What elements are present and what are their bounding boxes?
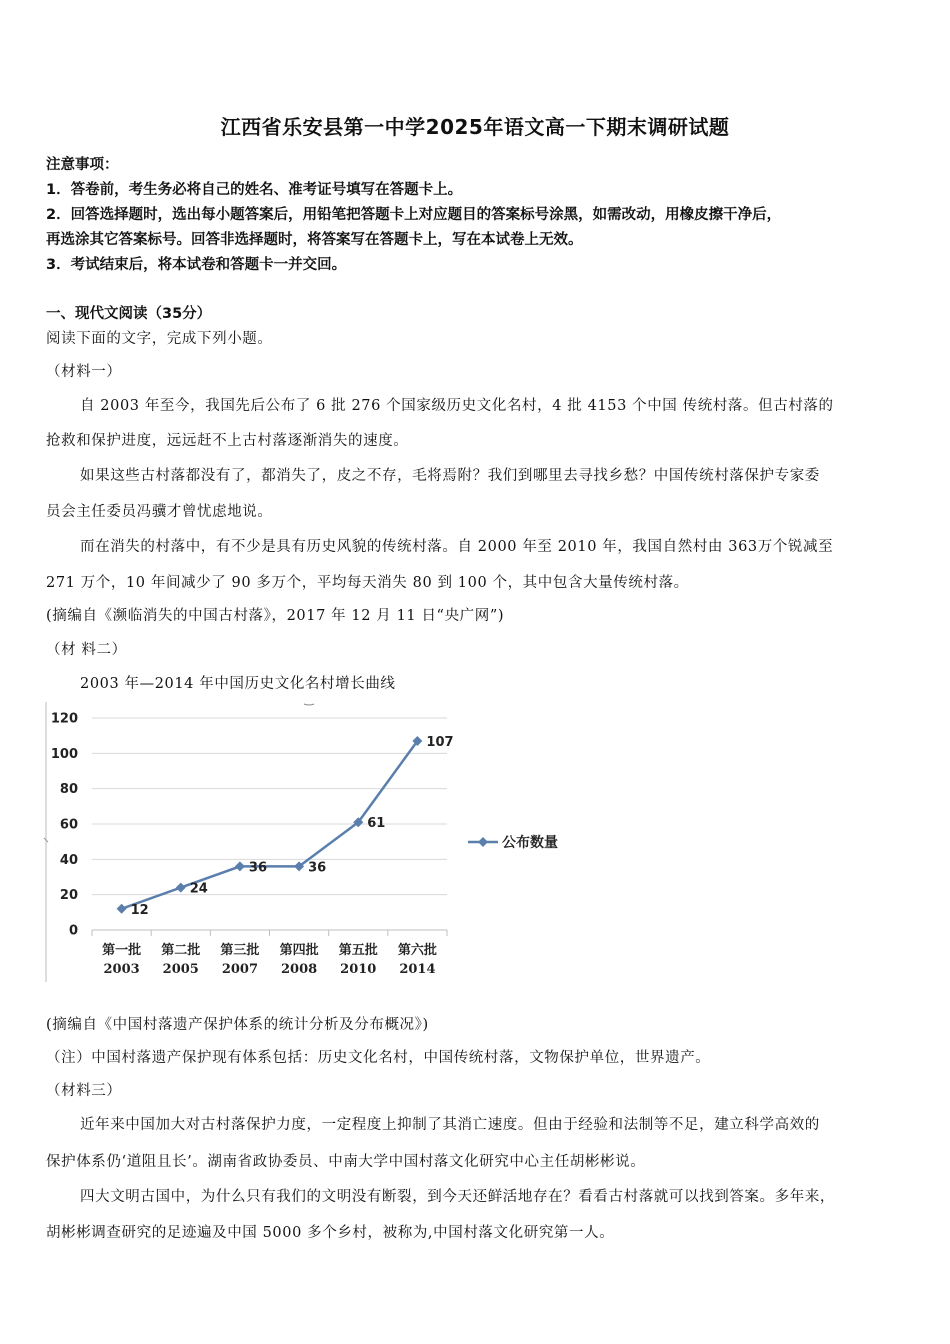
material1-label: （材料一） [46, 364, 122, 380]
notice-item: 3．考试结束后，将本试卷和答题卡一并交回。 [46, 257, 347, 273]
x-tick-label: 第四批 [279, 943, 319, 958]
x-tick-label: 第五批 [338, 943, 378, 958]
x-tick-label: 2007 [221, 962, 259, 977]
chart-frame-mark [304, 704, 314, 705]
x-tick-label: 第二批 [161, 943, 201, 958]
material1-source: (摘编自《濒临消失的中国古村落》，2017 年 12 月 11 日“央广网”) [46, 608, 505, 624]
notice-item: 再选涂其它答案标号。回答非选择题时，将答案写在答题卡上，写在本试卷上无效。 [46, 232, 583, 248]
x-tick-label: 2003 [103, 962, 140, 977]
y-tick-label: 0 [68, 923, 78, 939]
material1-line: 员会主任委员冯骥才曾忧虑地说。 [46, 504, 273, 520]
data-label: 36 [248, 860, 268, 876]
material2-label: （材 料二） [46, 642, 127, 658]
data-label: 107 [426, 734, 454, 750]
line-chart [42, 700, 582, 990]
material2-note: （注）中国村落遗产保护现有体系包括：历史文化名村，中国传统村落，文物保护单位，世界遗产。 [46, 1050, 711, 1066]
x-tick-label: 第六批 [397, 943, 437, 958]
x-tick-label: 2005 [162, 962, 199, 977]
material1-line: 自 2003 年至今，我国先后公布了 6 批 276 个国家级历史文化名村，4 批 4153 个中国 传统村落。但古村落的 [80, 398, 834, 414]
y-tick-label: 20 [59, 888, 78, 904]
y-tick-label: 60 [59, 817, 78, 833]
material3-line: 胡彬彬调查研究的足迹遍及中国 5000 多个乡村，被称为,中国村落文化研究第一人。 [46, 1225, 615, 1241]
y-tick-label: 100 [50, 746, 78, 762]
section-heading: 一、现代文阅读（35分） [46, 306, 212, 322]
chart-title: 2003 年—2014 年中国历史文化名村增长曲线 [80, 676, 396, 692]
legend-marker [478, 837, 488, 847]
exam-title: 江西省乐安县第一中学2025年语文高一下期末调研试题 [220, 115, 730, 139]
notice-item: 1．答卷前，考生务必将自己的姓名、准考证号填写在答题卡上。 [46, 182, 463, 198]
data-label: 61 [367, 816, 386, 832]
material1-line: 抢救和保护进度，远远赶不上古村落逐渐消失的速度。 [46, 433, 409, 449]
notice-heading: 注意事项： [46, 157, 119, 173]
y-tick-label: 120 [50, 711, 78, 727]
instruction: 阅读下面的文字，完成下列小题。 [46, 331, 273, 347]
y-tick-label: 40 [59, 852, 78, 868]
material1-line: 如果这些古村落都没有了，都消失了，皮之不存，毛将焉附？我们到哪里去寻找乡愁？中国传统村落保护专家委 [80, 468, 820, 484]
material3-line: 四大文明古国中，为什么只有我们的文明没有断裂，到今天还鲜活地存在？看看古村落就可以找到答案。多年来， [80, 1189, 835, 1205]
x-tick-label: 第一批 [102, 943, 142, 958]
material1-line: 而在消失的村落中，有不少是具有历史风貌的传统村落。自 2000 年至 2010 年，我国自然村由 363万个锐减至 [80, 539, 834, 555]
material3-line: 保护体系仍‘道阻且长’。湖南省政协委员、中南大学中国村落文化研究中心主任胡彬彬说。 [46, 1154, 646, 1170]
x-tick-label: 2008 [280, 962, 318, 977]
data-point [176, 883, 186, 893]
legend-label: 公布数量 [502, 835, 558, 851]
data-label: 24 [189, 881, 208, 897]
material3-line: 近年来中国加大对古村落保护力度，一定程度上抑制了其消亡速度。但由于经验和法制等不足，建立科学高效的 [80, 1117, 820, 1133]
y-tick-label: 80 [59, 782, 78, 798]
data-point [235, 861, 245, 871]
material2-source: (摘编自《中国村落遗产保护体系的统计分析及分布概况》) [46, 1017, 429, 1033]
data-label: 36 [308, 860, 327, 876]
chart-svg [42, 700, 582, 990]
x-tick-label: 2010 [340, 962, 377, 977]
x-tick-label: 第三批 [220, 943, 260, 958]
notice-item: 2．回答选择题时，选出每小题答案后，用铅笔把答题卡上对应题目的答案标号涂黑，如需改动，用橡皮擦干净后， [46, 207, 782, 223]
material1-line: 271 万个，10 年间减少了 90 多万个，平均每天消失 80 到 100 个，其中包含大量传统村落。 [46, 575, 689, 591]
data-point [117, 904, 127, 914]
x-tick-label: 2014 [399, 962, 436, 977]
material3-label: （材料三） [46, 1083, 122, 1099]
data-label: 12 [130, 902, 149, 918]
